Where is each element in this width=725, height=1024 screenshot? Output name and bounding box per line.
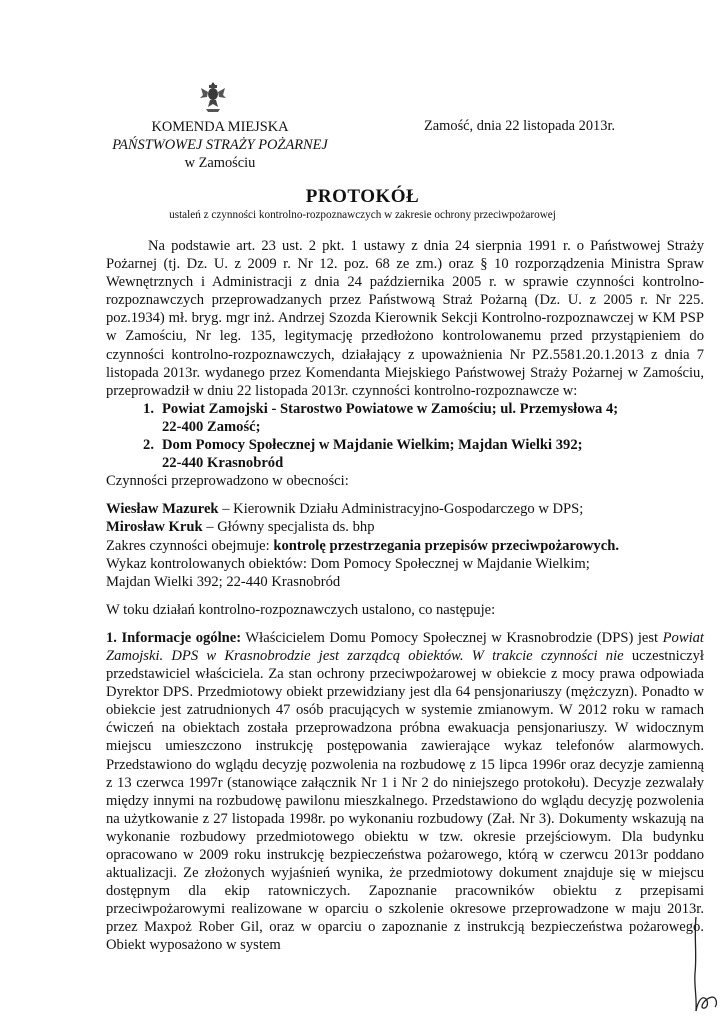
presence-line: Czynności przeprowadzono w obecności:: [106, 473, 349, 490]
objects-line-1: Wykaz kontrolowanych obiektów: Dom Pomocy Społecznej w Majdanie Wielkim;: [106, 555, 590, 572]
person-role: – Główny specjalista ds. bhp: [202, 519, 375, 536]
polish-eagle-emblem-icon: [200, 80, 226, 114]
person-name: Wiesław Mazurek: [106, 501, 219, 518]
intro-paragraph: Na podstawie art. 23 ust. 2 pkt. 1 ustawy z dnia 24 sierpnia 1991 r. o Państwowej Straży Pożarnej (tj. Dz. U. z 2009 r. Nr 12. poz. 68 ze zm.) oraz § 10 rozporządzenia Ministra Spraw Wewnętrznych i Administracji z dnia 24 października 2005 r. w sprawie czynności kontrolno-rozpoznawczych przeprowadzanych przez Państwową Straż Pożarną (Dz. U. z 2005 r. Nr 225. poz.1934) mł. bryg. mgr inż. Andrzej Szozda Kierownik Sekcji Kontrolno-rozpoznawczej w KM PSP w Zamościu, Nr leg. 135, legitymację przedłożono kontrolowanemu przed przystąpieniem do czynności kontrolno-rozpoznawczych, działający z upoważnienia Nr PZ.5581.20.1.2013 z dnia 7 listopada 2013r. wydanego przez Komendanta Miejskiego Państwowej Straży Pożarnej w Zamościu, przeprowadził w dniu 22 listopada 2013r. czynności kontrolno-rozpoznawcze w:: [106, 238, 704, 399]
list-item: [106, 436, 704, 472]
document-body: [106, 237, 704, 955]
issuer-header: [100, 118, 340, 172]
spacer: [106, 591, 704, 601]
section-text-italic: Powiat Zamojski. DPS w Krasnobrodzie jest zarządcą obiektów. W trakcie czynności nie: [106, 629, 704, 664]
entity-line-2: 22-440 Krasnobród: [162, 455, 284, 472]
list-item-number: 2.: [143, 437, 154, 454]
list-item-number: 1.: [143, 400, 154, 417]
list-item-text: [162, 436, 704, 472]
person-name: Mirosław Kruk: [106, 519, 203, 536]
issuer-line-3: w Zamościu: [184, 155, 256, 171]
place-and-date: Zamość, dnia 22 listopada 2013r.: [424, 118, 616, 134]
person-role: – Kierownik Działu Administracyjno-Gospodarczego w DPS;: [218, 501, 584, 518]
list-item-text: [162, 400, 704, 436]
section-1-general-information: [106, 629, 704, 955]
list-item: [106, 400, 704, 436]
person-line: [106, 518, 704, 536]
entity-line-1: Powiat Zamojski - Starostwo Powiatowe w Zamościu; ul. Przemysłowa 4;: [162, 400, 619, 417]
person-line: [106, 500, 704, 518]
section-text: uczestniczył przedstawiciel właściciela. Za stan ochrony przeciwpożarowej w obiekcie z mocy prawa odpowiada Dyrektor DPS. Przedmiotowy obiekt przewidziany jest dla 64 pensjonariuszy (mężczyzn). Ponadto w obiekcie jest zatrudnionych 47 osób pracujących w systemie zmianowym. W 2012 roku w ramach ćwiczeń na obiektach została przeprowadzona próbna ewakuacja pensjonariuszy. W widocznym miejscu umieszczono instrukcję postępowania zawierające wykaz telefonów alarmowych. Przedstawiono do wglądu decyzję pozwolenia na rozbudowę z 15 lipca 1996r oraz decyzje zamienną z 13 czerwca 1997r (stanowiące załącznik Nr 1 i Nr 2 do niniejszego protokołu). Decyzje zezwalały między innymi na rozbudowę pawilonu mieszkalnego. Przedstawiono do wglądu decyzję pozwolenia na użytkowanie z 27 listopada 1998r. po wykonaniu rozbudowy (Zał. Nr 3). Dokumenty wskazują na wykonanie rozbudowy przedmiotowego obiektu w tzw. okresie przejściowym. Dla budynku opracowano w 2009 roku instrukcję bezpieczeństwa pożarowego, którą w czerwcu 2013r poddano aktualizacji. Ze złożonych wyjaśnień wynika, że przedmiotowy dokument znajduje się w miejscu dostępnym dla ekip ratowniczych. Zapoznanie pracowników obiektu z przepisami przeciwpożarowymi realizowane w oparciu o szkolenie okresowe przeprowadzone w maju 2013r. przez Maxpoż Rober Gil, oraz w oparciu o zapoznanie z instrukcją bezpieczeństwa pożarowego. Obiekt wyposażono w system: [106, 647, 704, 954]
scope-value: kontrolę przestrzegania przepisów przeciwpożarowych.: [273, 537, 619, 554]
spacer: [106, 490, 704, 500]
scope-label: Zakres czynności obejmuje:: [106, 537, 274, 554]
findings-intro: W toku działań kontrolno-rozpoznawczych ustalono, co następuje:: [106, 601, 496, 618]
document-subtitle: ustaleń z czynności kontrolno-rozpoznawczych w zakresie ochrony przeciwpożarowej: [169, 209, 556, 221]
issuer-line-1: KOMENDA MIEJSKA: [151, 119, 289, 135]
handwritten-initials-icon: [688, 915, 722, 1015]
spacer: [106, 619, 704, 629]
document-title: PROTOKÓŁ: [305, 186, 420, 207]
issuer-line-2: PAŃSTWOWEJ STRAŻY POŻARNEJ: [112, 137, 328, 153]
scope-line: [106, 537, 704, 555]
entity-line-2: 22-400 Zamość;: [162, 418, 261, 435]
entity-line-1: Dom Pomocy Społecznej w Majdanie Wielkim; Majdan Wielki 392;: [162, 437, 583, 454]
section-text: Właścicielem Domu Pomocy Społecznej w Krasnobrodzie (DPS) jest: [241, 629, 663, 646]
section-heading: 1. Informacje ogólne:: [106, 629, 242, 646]
controlled-entities-list: [106, 400, 704, 472]
objects-line-2: Majdan Wielki 392; 22-440 Krasnobród: [106, 573, 341, 590]
